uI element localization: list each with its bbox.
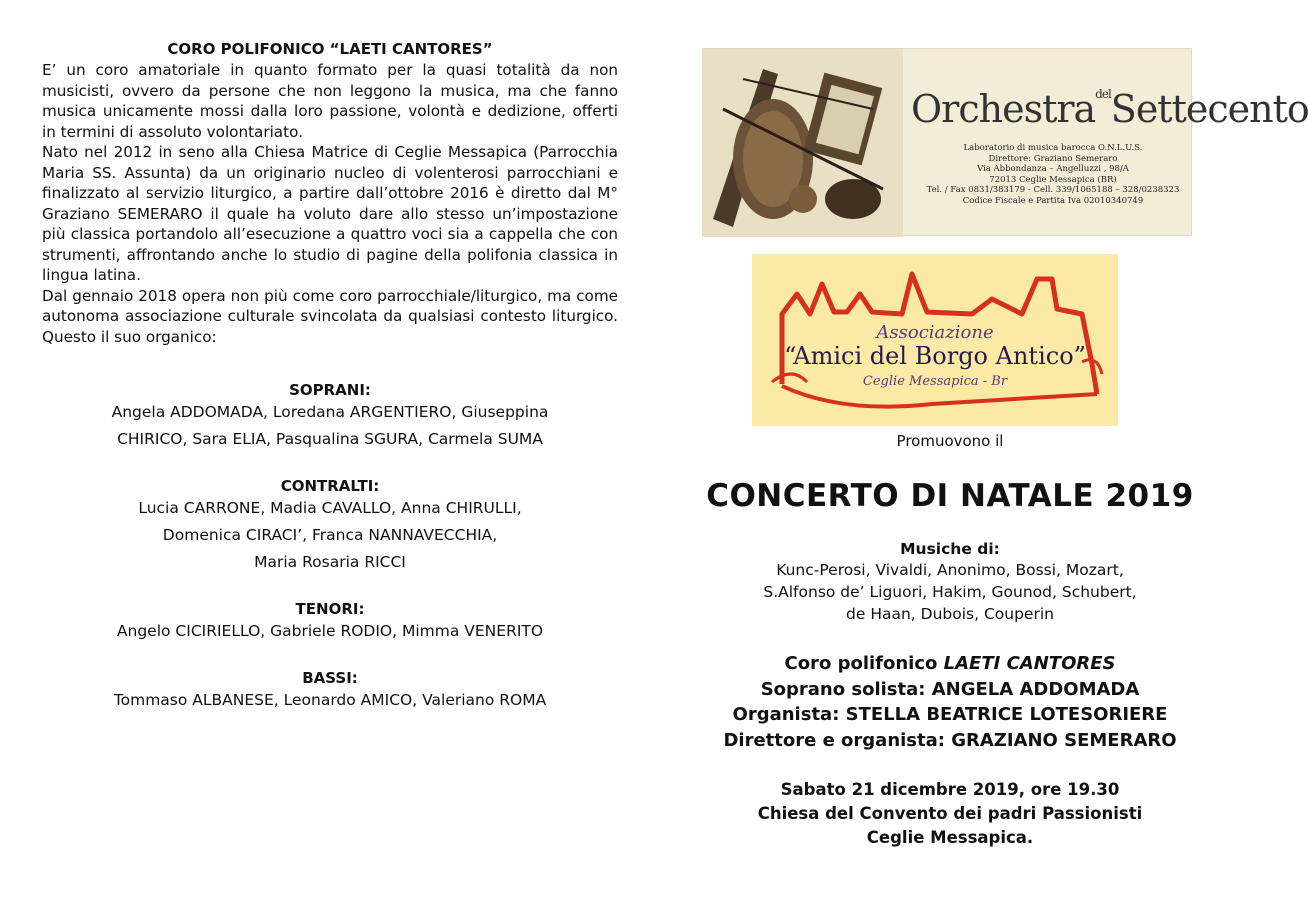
borgo-antico-logo — [752, 254, 1118, 426]
soprani-names — [42, 399, 618, 453]
bassi-names — [42, 687, 618, 714]
contralti-line: Maria Rosaria RICCI — [254, 553, 406, 571]
tenori-line: Angelo CICIRIELLO, Gabriele RODIO, Mimma VENERITO — [116, 622, 544, 640]
soprani-line: CHIRICO, Sara ELIA, Pasqualina SGURA, Carmela SUMA — [117, 430, 543, 448]
performers — [650, 651, 1250, 753]
section-contralti — [42, 477, 618, 576]
choir-paragraph-2: Nato nel 2012 in seno alla Chiesa Matrice di Ceglie Messapica (Parrocchia Maria SS. Assunta) da un originario nucleo di volenterosi parrocchiani e finalizzato al servizio liturgico, a partire dall’ottobre 2016 è diretto dal M° Graziano SEMERARO il quale ha voluto dare allo stesso un’impostazione più classica portandolo all’esecuzione a quattro voci sia a cappella che con strumenti, affrontando anche lo studio di pagine della polifonia classica in lingua latina. — [42, 143, 618, 284]
orchestra-info-line: Laboratorio di musica barocca O.N.L.U.S. — [963, 143, 1143, 153]
soprano-line: Soprano solista: ANGELA ADDOMADA — [760, 678, 1140, 700]
musiche-line: Kunc-Perosi, Vivaldi, Anonimo, Bossi, Mozart, — [776, 561, 1124, 579]
musiche-line: S.Alfonso de’ Liguori, Hakim, Gounod, Schubert, — [763, 583, 1137, 601]
concert-title: CONCERTO DI NATALE 2019 — [706, 478, 1194, 514]
orchestra-name — [911, 87, 1309, 131]
promo-text: Promuovono il — [896, 432, 1004, 450]
borgo-line-1: Associazione — [876, 322, 994, 343]
soprani-heading: SOPRANI: — [289, 381, 371, 399]
borgo-line-3: Ceglie Messapica - Br — [862, 374, 1008, 389]
orchestra-info-line: Direttore: Graziano Semeraro — [988, 153, 1118, 164]
bassi-heading: BASSI: — [302, 669, 358, 687]
instruments-illustration — [703, 49, 903, 237]
borgo-line-2: “Amici del Borgo Antico” — [784, 342, 1086, 370]
orchestra-info-line: Tel. / Fax 0831/383179 - Cell. 339/1065188 – 328/0238323 — [926, 185, 1180, 196]
contralti-names — [42, 495, 618, 576]
musiche-line: de Haan, Dubois, Couperin — [846, 605, 1054, 623]
orchestra-logo — [702, 48, 1309, 236]
choir-paragraph-3: Dal gennaio 2018 opera non più come coro parrocchiale/liturgico, ma come autonoma associazione culturale svincolata da qualsiasi contesto liturgico. Questo il suo organico: — [42, 286, 618, 346]
musiche-list — [690, 559, 1210, 625]
orchestra-info-line: 72013 Ceglie Messapica (BR) — [989, 174, 1117, 185]
musiche-heading: Musiche di: — [900, 540, 1000, 558]
contralti-heading: CONTRALTI: — [280, 477, 380, 495]
orchestra-name-del: del — [1095, 87, 1111, 101]
orchestra-info-line: Codice Fiscale e Partita Iva 02010340749 — [962, 195, 1144, 206]
event-venue: Chiesa del Convento dei padri Passionisti — [757, 804, 1143, 823]
orchestra-name-a: Orchestra — [911, 87, 1096, 131]
orchestra-name-b: Settecento — [1110, 87, 1309, 131]
section-tenori — [42, 600, 618, 645]
choir-description-column — [42, 40, 618, 714]
section-bassi — [42, 669, 618, 714]
organista-line: Organista: STELLA BEATRICE LOTESORIERE — [732, 704, 1168, 725]
tenori-names — [42, 618, 618, 645]
event-details — [650, 778, 1250, 850]
event-date: Sabato 21 dicembre 2019, ore 19.30 — [780, 780, 1120, 799]
choir-title: CORO POLIFONICO “LAETI CANTORES” — [167, 40, 493, 58]
coro-line — [650, 651, 1250, 677]
soprani-line: Angela ADDOMADA, Loredana ARGENTIERO, Giuseppina — [111, 403, 549, 421]
event-city: Ceglie Messapica. — [866, 828, 1034, 847]
orchestra-info — [915, 143, 1191, 207]
direttore-line: Direttore e organista: GRAZIANO SEMERARO — [723, 729, 1177, 751]
contralti-line: Lucia CARRONE, Madia CAVALLO, Anna CHIRULLI, — [138, 499, 522, 517]
coro-name: LAETI CANTORES — [943, 653, 1116, 674]
bassi-line: Tommaso ALBANESE, Leonardo AMICO, Valeriano ROMA — [113, 691, 547, 709]
tenori-heading: TENORI: — [295, 600, 365, 618]
contralti-line: Domenica CIRACI’, Franca NANNAVECCHIA, — [162, 526, 498, 544]
coro-prefix: Coro polifonico — [784, 653, 944, 674]
section-soprani — [42, 381, 618, 453]
choir-paragraph-1: E’ un coro amatoriale in quanto formato per la quasi totalità da non musicisti, ovvero da persone che non leggono la musica, ma che fanno musica unicamente mossi dalla loro passione, volontà e dedizione, offerti in termini di assoluto volontariato. — [42, 61, 618, 141]
orchestra-info-line: Via Abbondanza – Angelluzzi , 98/A — [977, 164, 1129, 175]
